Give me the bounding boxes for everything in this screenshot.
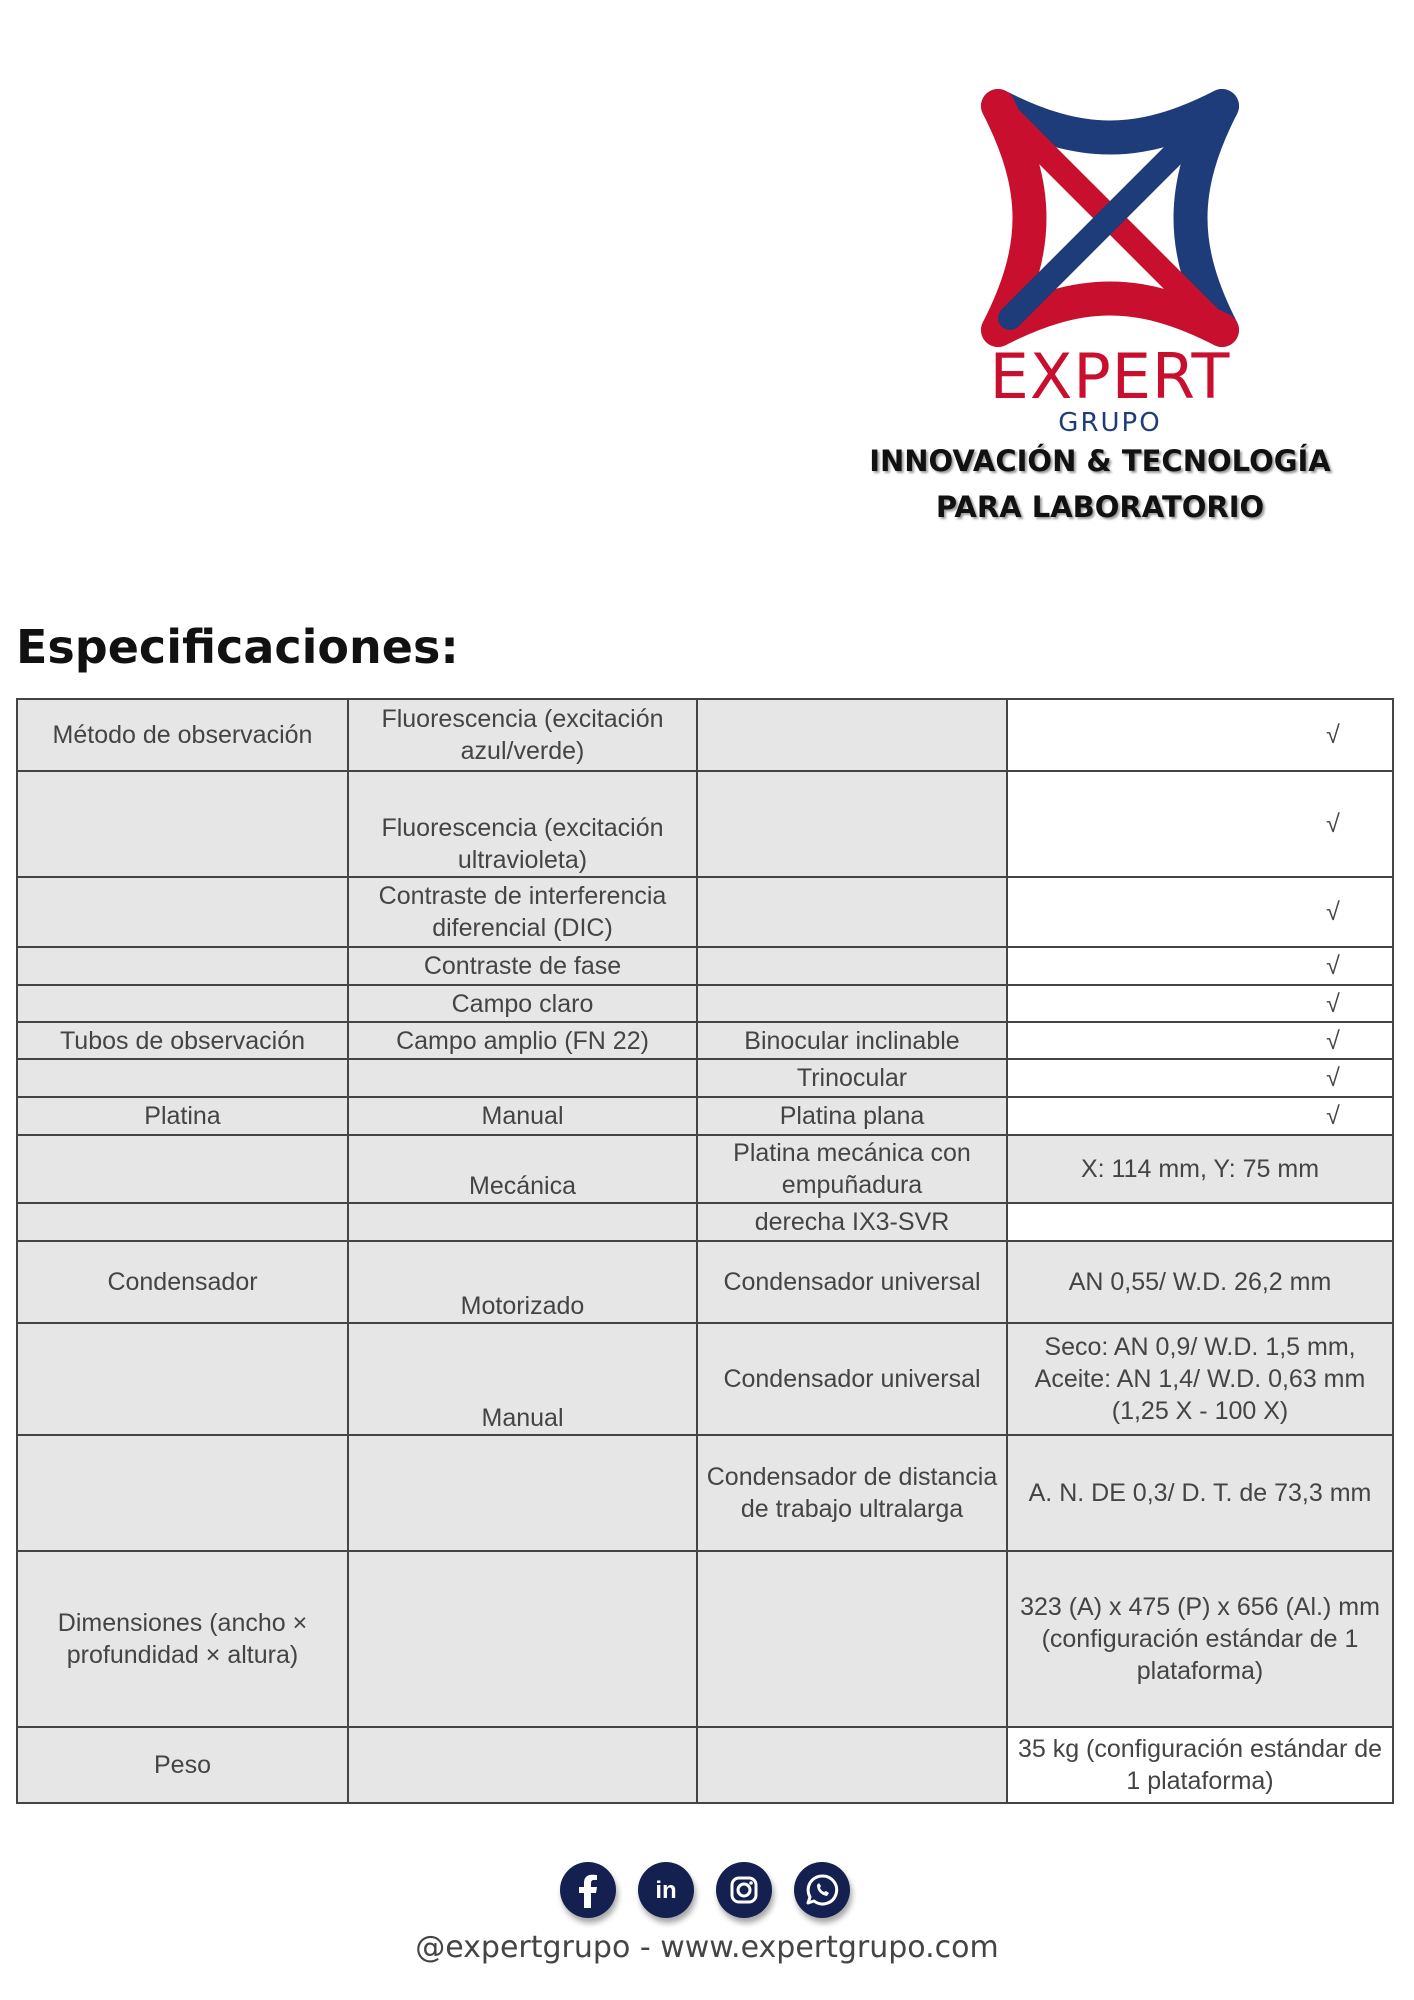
table-cell	[697, 771, 1007, 877]
table-cell: Manual	[348, 1097, 697, 1135]
table-cell: Seco: AN 0,9/ W.D. 1,5 mm, Aceite: AN 1,4/ W.D. 0,63 mm (1,25 X - 100 X)	[1007, 1323, 1393, 1435]
table-cell	[17, 985, 348, 1022]
table-cell	[348, 1203, 697, 1241]
table-cell: Motorizado	[348, 1241, 697, 1323]
table-row	[17, 1551, 1393, 1727]
table-row	[17, 877, 1393, 947]
company-logo	[960, 78, 1260, 448]
table-row	[17, 985, 1393, 1022]
table-cell: Campo amplio (FN 22)	[348, 1022, 697, 1059]
table-cell: √	[1007, 1097, 1393, 1135]
table-cell: Condensador universal	[697, 1323, 1007, 1435]
table-cell: X: 114 mm, Y: 75 mm	[1007, 1135, 1393, 1203]
table-cell: Platina	[17, 1097, 348, 1135]
linkedin-icon-label: in	[655, 1877, 677, 1904]
table-cell: Binocular inclinable	[697, 1022, 1007, 1059]
table-cell: √	[1007, 699, 1393, 771]
table-cell: √	[1007, 1059, 1393, 1097]
table-cell	[17, 947, 348, 985]
table-cell: 35 kg (configuración estándar de 1 plataforma)	[1007, 1727, 1393, 1803]
tagline-line-2: PARA LABORATORIO	[935, 490, 1265, 524]
table-cell: AN 0,55/ W.D. 26,2 mm	[1007, 1241, 1393, 1323]
table-cell: Peso	[17, 1727, 348, 1803]
specifications-table	[16, 698, 1394, 1804]
table-cell: Condensador de distancia de trabajo ultralarga	[697, 1435, 1007, 1551]
table-cell: Platina mecánica con empuñadura	[697, 1135, 1007, 1203]
table-cell	[697, 877, 1007, 947]
table-cell: Tubos de observación	[17, 1022, 348, 1059]
table-row	[17, 947, 1393, 985]
table-cell	[697, 699, 1007, 771]
table-cell: Manual	[348, 1323, 697, 1435]
table-cell	[348, 1059, 697, 1097]
table-cell: Campo claro	[348, 985, 697, 1022]
table-cell	[17, 1435, 348, 1551]
table-cell	[697, 1727, 1007, 1803]
table-cell: Fluorescencia (excitación ultravioleta)	[348, 771, 697, 877]
table-cell: √	[1007, 1022, 1393, 1059]
company-tagline	[820, 438, 1380, 530]
facebook-icon[interactable]	[560, 1862, 616, 1918]
table-cell: √	[1007, 771, 1393, 877]
table-row	[17, 1059, 1393, 1097]
table-row	[17, 1203, 1393, 1241]
table-cell: 323 (A) x 475 (P) x 656 (Al.) mm (configuración estándar de 1 plataforma)	[1007, 1551, 1393, 1727]
table-cell	[697, 947, 1007, 985]
table-cell	[348, 1551, 697, 1727]
table-cell: Condensador	[17, 1241, 348, 1323]
table-row	[17, 1435, 1393, 1551]
table-cell: Condensador universal	[697, 1241, 1007, 1323]
table-cell	[697, 985, 1007, 1022]
table-cell: Método de observación	[17, 699, 348, 771]
table-cell: √	[1007, 877, 1393, 947]
linkedin-icon[interactable]	[638, 1862, 694, 1918]
tagline-line-1: INNOVACIÓN & TECNOLOGÍA	[869, 444, 1331, 478]
table-row	[17, 699, 1393, 771]
table-cell	[17, 1323, 348, 1435]
table-cell	[348, 1727, 697, 1803]
table-cell	[17, 1135, 348, 1203]
table-cell	[17, 1059, 348, 1097]
table-row	[17, 1022, 1393, 1059]
table-row	[17, 1097, 1393, 1135]
section-title: Especificaciones:	[16, 620, 459, 674]
social-icons	[560, 1862, 860, 1924]
table-cell: derecha IX3-SVR	[697, 1203, 1007, 1241]
instagram-icon[interactable]	[716, 1862, 772, 1918]
table-cell: √	[1007, 947, 1393, 985]
table-cell	[17, 771, 348, 877]
table-cell: √	[1007, 985, 1393, 1022]
table-cell: Platina plana	[697, 1097, 1007, 1135]
table-row	[17, 1323, 1393, 1435]
table-cell	[348, 1435, 697, 1551]
table-cell: Contraste de interferencia diferencial (DIC)	[348, 877, 697, 947]
table-row	[17, 771, 1393, 877]
table-cell: Trinocular	[697, 1059, 1007, 1097]
table-cell	[697, 1551, 1007, 1727]
table-cell: Mecánica	[348, 1135, 697, 1203]
logo-wordmark: EXPERT	[989, 340, 1231, 413]
table-cell	[1007, 1203, 1393, 1241]
table-cell	[17, 877, 348, 947]
table-cell: Contraste de fase	[348, 947, 697, 985]
table-cell: A. N. DE 0,3/ D. T. de 73,3 mm	[1007, 1435, 1393, 1551]
table-row	[17, 1135, 1393, 1203]
table-cell	[17, 1203, 348, 1241]
table-cell: Fluorescencia (excitación azul/verde)	[348, 699, 697, 771]
expert-x-logo-icon	[970, 78, 1250, 358]
whatsapp-icon[interactable]	[794, 1862, 850, 1918]
table-row	[17, 1727, 1393, 1803]
contact-line: @expertgrupo - www.expertgrupo.com	[415, 1930, 999, 1965]
table-cell: Dimensiones (ancho × profundidad × altura)	[17, 1551, 348, 1727]
logo-subtitle: GRUPO	[1058, 408, 1162, 438]
table-row	[17, 1241, 1393, 1323]
